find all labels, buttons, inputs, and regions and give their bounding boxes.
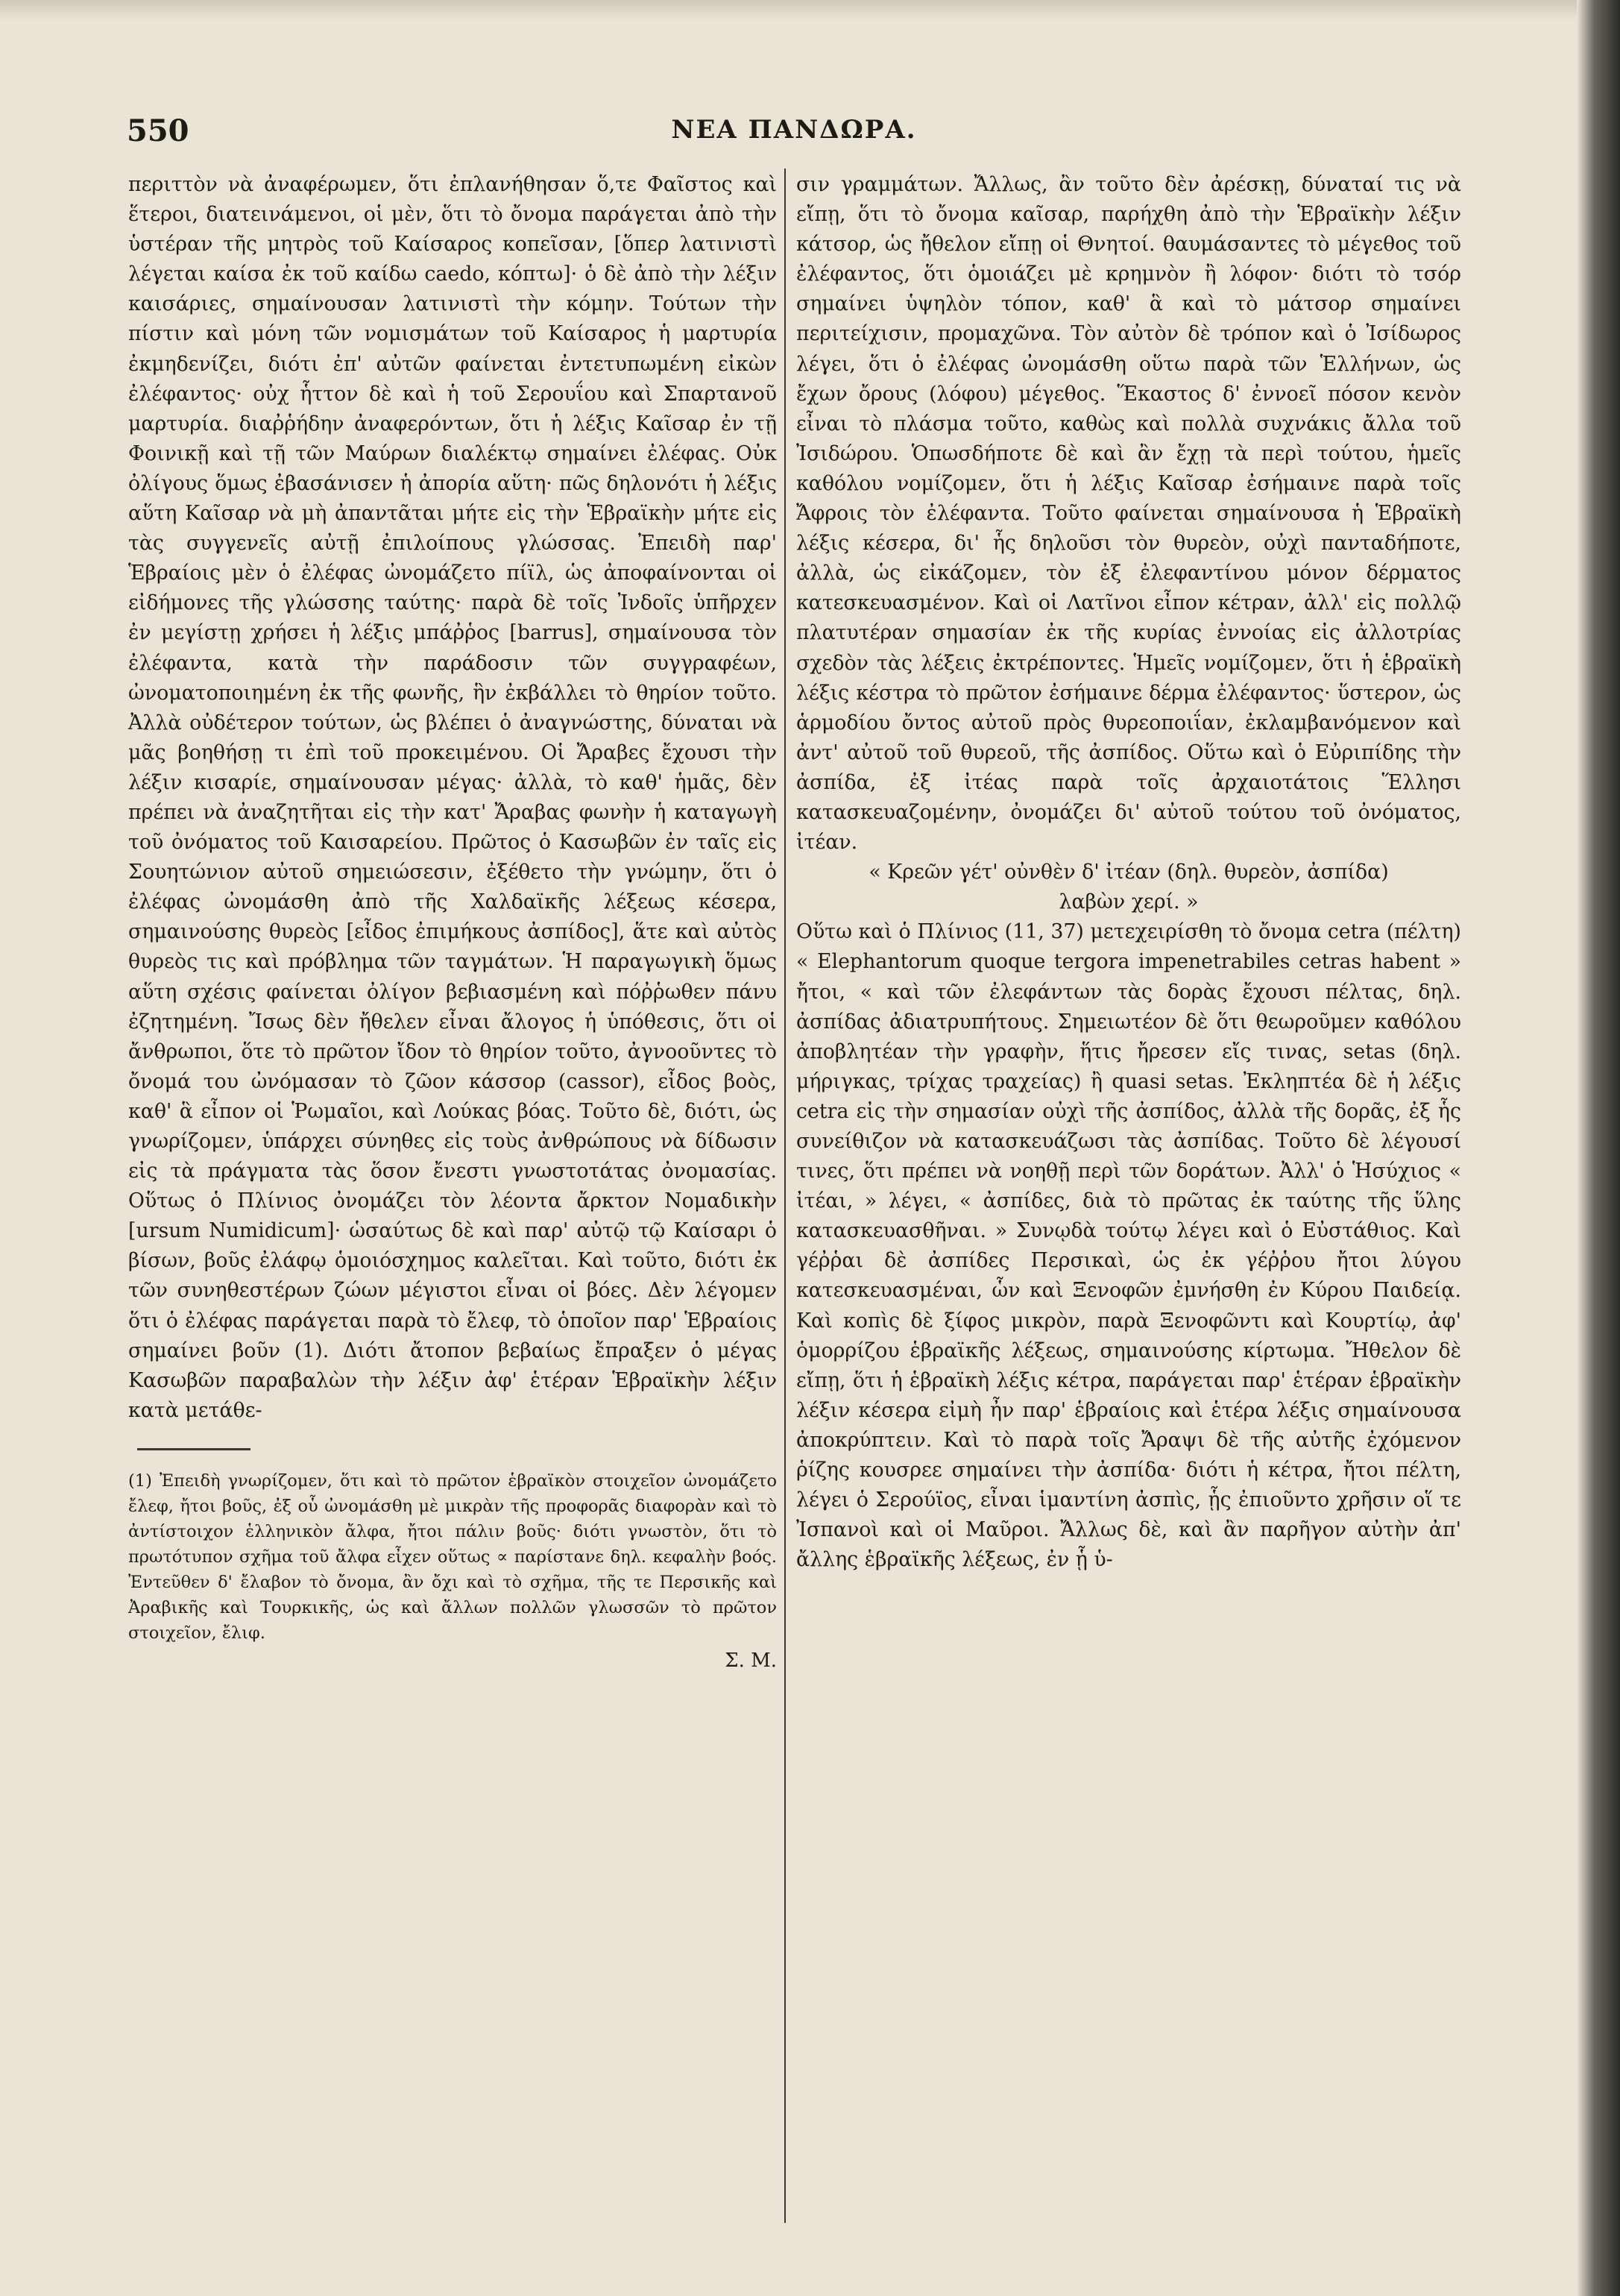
running-title: ΝΕΑ ΠΑΝΔΩΡΑ. [671,115,917,145]
page-number: 550 [127,113,189,148]
right-column-text-2: Οὕτω καὶ ὁ Πλίνιος (11, 37) μετεχειρίσθη τὸ ὄνομα cetra (πέλτη) « Elephantorum quoque tergora impenetrabiles cetras habent » ἤτοι, « καὶ τῶν ἐλεφάντων τὰς δορὰς ἔχουσι πέλτας, δηλ. ἀσπίδας ἀδιατρυπήτους. Σημειωτέον δὲ ὅτι θεωροῦμεν καθόλου ἀποβλητέαν τὴν γραφὴν, ἥτις ἤρεσεν εἴς τινας, setas (δηλ. μήριγκας, τρίχας τραχείας) ἢ quasi setas. Ἐκληπτέα δὲ ἡ λέξις cetra εἰς τὴν σημασίαν οὐχὶ τῆς ἀσπίδος, ἀλλὰ τῆς δορᾶς, ἐξ ἧς συνείθιζον νὰ κατασκευάζωσι τὰς ἀσπίδας. Τοῦτο δὲ λέγουσί τινες, ὅτι πρέπει νὰ νοηθῇ περὶ τῶν δοράτων. Ἀλλ' ὁ Ἡσύχιος « ἰτέαι, » λέγει, « ἀσπίδες, διὰ τὸ πρῶτας ἐκ ταύτης τῆς ὕλης κατασκευασθῆναι. » Συνῳδὰ τούτῳ λέγει καὶ ὁ Εὐστάθιος. Καὶ γέῤῥαι δὲ ἀσπίδες Περσικαὶ, ὡς ἐκ γέῤῥου ἤτοι λύγου κατεσκευασμέναι, ὧν καὶ Ξενοφῶν ἐμνήσθη ἐν Κύρου Παιδείᾳ. Καὶ κοπὶς δὲ ξίφος μικρὸν, παρὰ Ξενοφῶντι καὶ Κουρτίῳ, ἀφ' ὁμορρίζου ἑβραϊκῆς λέξεως, σημαινούσης κίρτωμα. Ἤθελον δὲ εἴπῃ, ὅτι ἡ ἑβραϊκὴ λέξις κέτρα, παράγεται παρ' ἑτέραν ἑβραϊκὴν λέξιν κέσερα εἰμὴ ἦν παρ' ἑβραίοις καὶ ἑτέρα λέξις σημαίνουσα ἀποκρύπτειν. Καὶ τὸ παρὰ τοῖς Ἄραψι δὲ τῆς αὐτῆς ἐχόμενον ῥίζης κουσρεε σημαίνει τὴν ἀσπίδα· διότι ἡ κέτρα, ἤτοι πέλτη, λέγει ὁ Σερούϊος, εἶναι ἱμαντίνη ἀσπὶς, ᾗς ἐπιοῦντο χρῆσιν οἵ τε Ἰσπανοὶ καὶ οἱ Μαῦροι. Ἄλλως δὲ, καὶ ἂν παρῆγον αὐτὴν ἀπ' ἄλλης ἑβραϊκῆς λέξεως, ἐν ᾗ ὑ- [796,920,1461,1572]
left-column-text: περιττὸν νὰ ἀναφέρωμεν, ὅτι ἐπλανήθησαν ὅ,τε Φαῖστος καὶ ἕτεροι, διατεινάμενοι, οἱ μὲν, ὅτι τὸ ὄνομα παράγεται ἀπὸ τὴν ὑστέραν τῆς μητρὸς τοῦ Καίσαρος κοπεῖσαν, [ὅπερ λατινιστὶ λέγεται καίσα ἐκ τοῦ καίδω caedo, κόπτω]· ὁ δὲ ἀπὸ τὴν λέξιν καισάριες, σημαίνουσαν λατινιστὶ τὴν κόμην. Τούτων τὴν πίστιν καὶ μόνη τῶν νομισμάτων τοῦ Καίσαρος ἡ μαρτυρία ἐκμηδενίζει, διότι ἐπ' αὐτῶν φαίνεται ἐντετυπωμένη εἰκὼν ἐλέφαντος· οὐχ ἧττον δὲ καὶ ἡ τοῦ Σερουΐου καὶ Σπαρτανοῦ μαρτυρία. διαῤῥήδην ἀναφερόντων, ὅτι ἡ λέξις Καῖσαρ ἐν τῇ Φοινικῇ καὶ τῇ τῶν Μαύρων διαλέκτῳ σημαίνει ἐλέφας. Οὐκ ὀλίγους ὅμως ἐβασάνισεν ἡ ἀπορία αὕτη· πῶς δηλονότι ἡ λέξις αὕτη Καῖσαρ νὰ μὴ ἀπαντᾶται μήτε εἰς τὴν Ἑβραϊκὴν μήτε εἰς τὰς συγγενεῖς αὐτῇ ἐπιλοίπους γλώσσας. Ἐπειδὴ παρ' Ἑβραίοις μὲν ὁ ἐλέφας ὠνομάζετο πίϊλ, ὡς ἀποφαίνονται οἱ εἰδήμονες τῆς γλώσσης ταύτης· παρὰ δὲ τοῖς Ἰνδοῖς ὑπῆρχεν ἐν μεγίστῃ χρήσει ἡ λέξις μπάῤῥος [barrus], σημαίνουσα τὸν ἐλέφαντα, κατὰ τὴν παράδοσιν τῶν συγγραφέων, ὠνοματοποιημένη ἐκ τῆς φωνῆς, ἣν ἐκβάλλει τὸ θηρίον τοῦτο. Ἀλλὰ οὐδέτερον τούτων, ὡς βλέπει ὁ ἀναγνώστης, δύναται νὰ μᾶς βοηθήσῃ τι ἐπὶ τοῦ προκειμένου. Οἱ Ἄραβες ἔχουσι τὴν λέξιν κισαρίε, σημαίνουσαν μέγας· ἀλλὰ, τὸ καθ' ἡμᾶς, δὲν πρέπει νὰ ἀναζητῆται εἰς τὴν κατ' Ἄραβας φωνὴν ἡ καταγωγὴ τοῦ ὀνόματος τοῦ Καισαρείου. Πρῶτος ὁ Κασωβῶν ἐν ταῖς εἰς Σουητώνιον αὐτοῦ σημειώσεσιν, ἐξέθετο τὴν γνώμην, ὅτι ὁ ἐλέφας ὠνομάσθη ἀπὸ τῆς Χαλδαϊκῆς λέξεως κέσερα, σημαινούσης θυρεὸς [εἶδος ἐπιμήκους ἀσπίδος], ἅτε καὶ αὐτὸς θυρεὸς τις καὶ πρόβλημα τῶν ταγμάτων. Ἡ παραγωγικὴ ὅμως αὕτη σχέσις φαίνεται ὀλίγον βεβιασμένη καὶ πόῤῥωθεν πάνυ ἐζητημένη. Ἴσως δὲν ἤθελεν εἶναι ἄλογος ἡ ὑπόθεσις, ὅτι οἱ ἄνθρωποι, ὅτε τὸ πρῶτον ἴδον τὸ θηρίον τοῦτο, ἀγνοοῦντες τὸ ὄνομά του ὠνόμασαν τὸ ζῶον κάσσορ (cassor), εἶδος βοὸς, καθ' ἃ εἶπον οἱ Ῥωμαῖοι, καὶ Λούκας βόας. Τοῦτο δὲ, διότι, ὡς γνωρίζομεν, ὑπάρχει σύνηθες εἰς τοὺς ἀνθρώπους νὰ δίδωσιν εἰς τὰ πράγματα τὰς ὅσον ἔνεστι γνωστοτάτας ὀνομασίας. Οὕτως ὁ Πλίνιος ὀνομάζει τὸν λέοντα ἄρκτον Νομαδικὴν [ursum Numidicum]· ὡσαύτως δὲ καὶ παρ' αὐτῷ τῷ Καίσαρι ὁ βίσων, βοῦς ἐλάφῳ ὁμοιόσχημος καλεῖται. Καὶ τοῦτο, διότι ἐκ τῶν συνηθεστέρων ζώων μέγιστοι εἶναι οἱ βόες. Δὲν λέγομεν ὅτι ὁ ἐλέφας παράγεται παρὰ τὸ ἔλεφ, τὸ ὁποῖον παρ' Ἑβραίοις σημαίνει βοῦν (1). Διότι ἄτοπον βεβαίως ἔπραξεν ὁ μέγας Κασωβῶν παραβαλὼν τὴν λέξιν ἀφ' ἑτέραν Ἑβραϊκὴν λέξιν κατὰ μετάθε- [128,173,777,1422]
column-divider [784,169,786,2223]
footnote-rule [137,1448,250,1450]
page-top-edge [0,0,1620,21]
footnote-text: (1) Ἐπειδὴ γνωρίζομεν, ὅτι καὶ τὸ πρῶτον ἑβραϊκὸν στοιχεῖον ὠνομάζετο ἔλεφ, ἤτοι βοῦς, ἐξ οὗ ὠνομάσθη μὲ μικρὰν τῆς προφορᾶς διαφορὰν καὶ τὸ ἀντίστοιχον ἑλληνικὸν ἄλφα, ἤτοι πάλιν βοῦς· διότι γνωστὸν, ὅτι τὸ πρωτότυπον σχῆμα τοῦ ἄλφα εἶχεν οὕτως ∝ παρίστανε δηλ. κεφαλὴν βοός. Ἐντεῦθεν δ' ἔλαβον τὸ ὄνομα, ἂν ὄχι καὶ τὸ σχῆμα, τῆς τε Περσικῆς καὶ Ἀραβικῆς καὶ Τουρκικῆς, ὡς καὶ ἄλλων πολλῶν γλωσσῶν τὸ πρῶτον στοιχεῖον, ἔλιφ. [128,1471,777,1643]
verse-quote-line-1: « Κρεῶν γέτ' οὐνθὲν δ' ἰτέαν (δηλ. θυρεὸν, ἀσπίδα) [869,861,1389,884]
book-spine-shadow [1577,0,1620,2296]
right-column [796,170,1461,1575]
verse-quote-line-2: λαβὼν χερί. » [1059,890,1199,914]
footnote-signature: Σ. Μ. [725,1649,777,1672]
left-column [128,170,777,1676]
page-header [127,113,1461,158]
right-column-text-1: σιν γραμμάτων. Ἄλλως, ἂν τοῦτο δὲν ἀρέσκῃ, δύναταί τις νὰ εἴπῃ, ὅτι τὸ ὄνομα καῖσαρ, παρήχθη ἀπὸ τὴν Ἑβραϊκὴν λέξιν κάτσορ, ὡς ἤθελον εἴπῃ οἱ Θνητοί. θαυμάσαντες τὸ μέγεθος τοῦ ἐλέφαντος, ὅτι ὁμοιάζει μὲ κρημνὸν ἢ λόφον· διότι τὸ τσόρ σημαίνει ὑψηλὸν τόπον, καθ' ἃ καὶ τὸ μάτσορ σημαίνει περιτείχισιν, προμαχῶνα. Τὸν αὐτὸν δὲ τρόπον καὶ ὁ Ἰσίδωρος λέγει, ὅτι ὁ ἐλέφας ὠνομάσθη οὕτω παρὰ τῶν Ἑλλήνων, ὡς ἔχων ὄρους (λόφου) μέγεθος. Ἕκαστος δ' ἐννοεῖ πόσον κενὸν εἶναι τὸ πλάσμα τοῦτο, καθὼς καὶ πολλὰ συχνάκις ἄλλα τοῦ Ἰσιδώρου. Ὁπωσδήποτε δὲ καὶ ἂν ἔχῃ τὰ περὶ τούτου, ἡμεῖς καθόλου νομίζομεν, ὅτι ἡ λέξις Καῖσαρ ἐσήμαινε παρὰ τοῖς Ἄφροις τὸν ἐλέφαντα. Τοῦτο φαίνεται σημαίνουσα ἡ Ἑβραϊκὴ λέξις κέσερα, δι' ἧς δηλοῦσι τὸν θυρεὸν, οὐχὶ πανταδήποτε, ἀλλὰ, ὡς εἰκάζομεν, τὸν ἐξ ἐλεφαντίνου μόνον δέρματος κατεσκευασμένον. Καὶ οἱ Λατῖνοι εἶπον κέτραν, ἀλλ' εἰς πολλῷ πλατυτέραν σημασίαν ἐκ τῆς κυρίας ἐννοίας εἰς ἀλλοτρίας σχεδὸν τὰς λέξεις ἐκτρέποντες. Ἡμεῖς νομίζομεν, ὅτι ἡ ἑβραϊκὴ λέξις κέστρα τὸ πρῶτον ἐσήμαινε δέρμα ἐλέφαντος· ὕστερον, ὡς ἁρμοδίου ὄντος αὐτοῦ πρὸς θυρεοποιΐαν, ἐκλαμβανόμενον καὶ ἀντ' αὐτοῦ τοῦ θυρεοῦ, τῆς ἀσπίδος. Οὕτω καὶ ὁ Εὐριπίδης τὴν ἀσπίδα, ἐξ ἰτέας παρὰ τοῖς ἀρχαιοτάτοις Ἕλλησι κατασκευαζομένην, ὀνομάζει δι' αὐτοῦ τούτου τοῦ ὀνόματος, ἰτέαν. [796,173,1461,855]
